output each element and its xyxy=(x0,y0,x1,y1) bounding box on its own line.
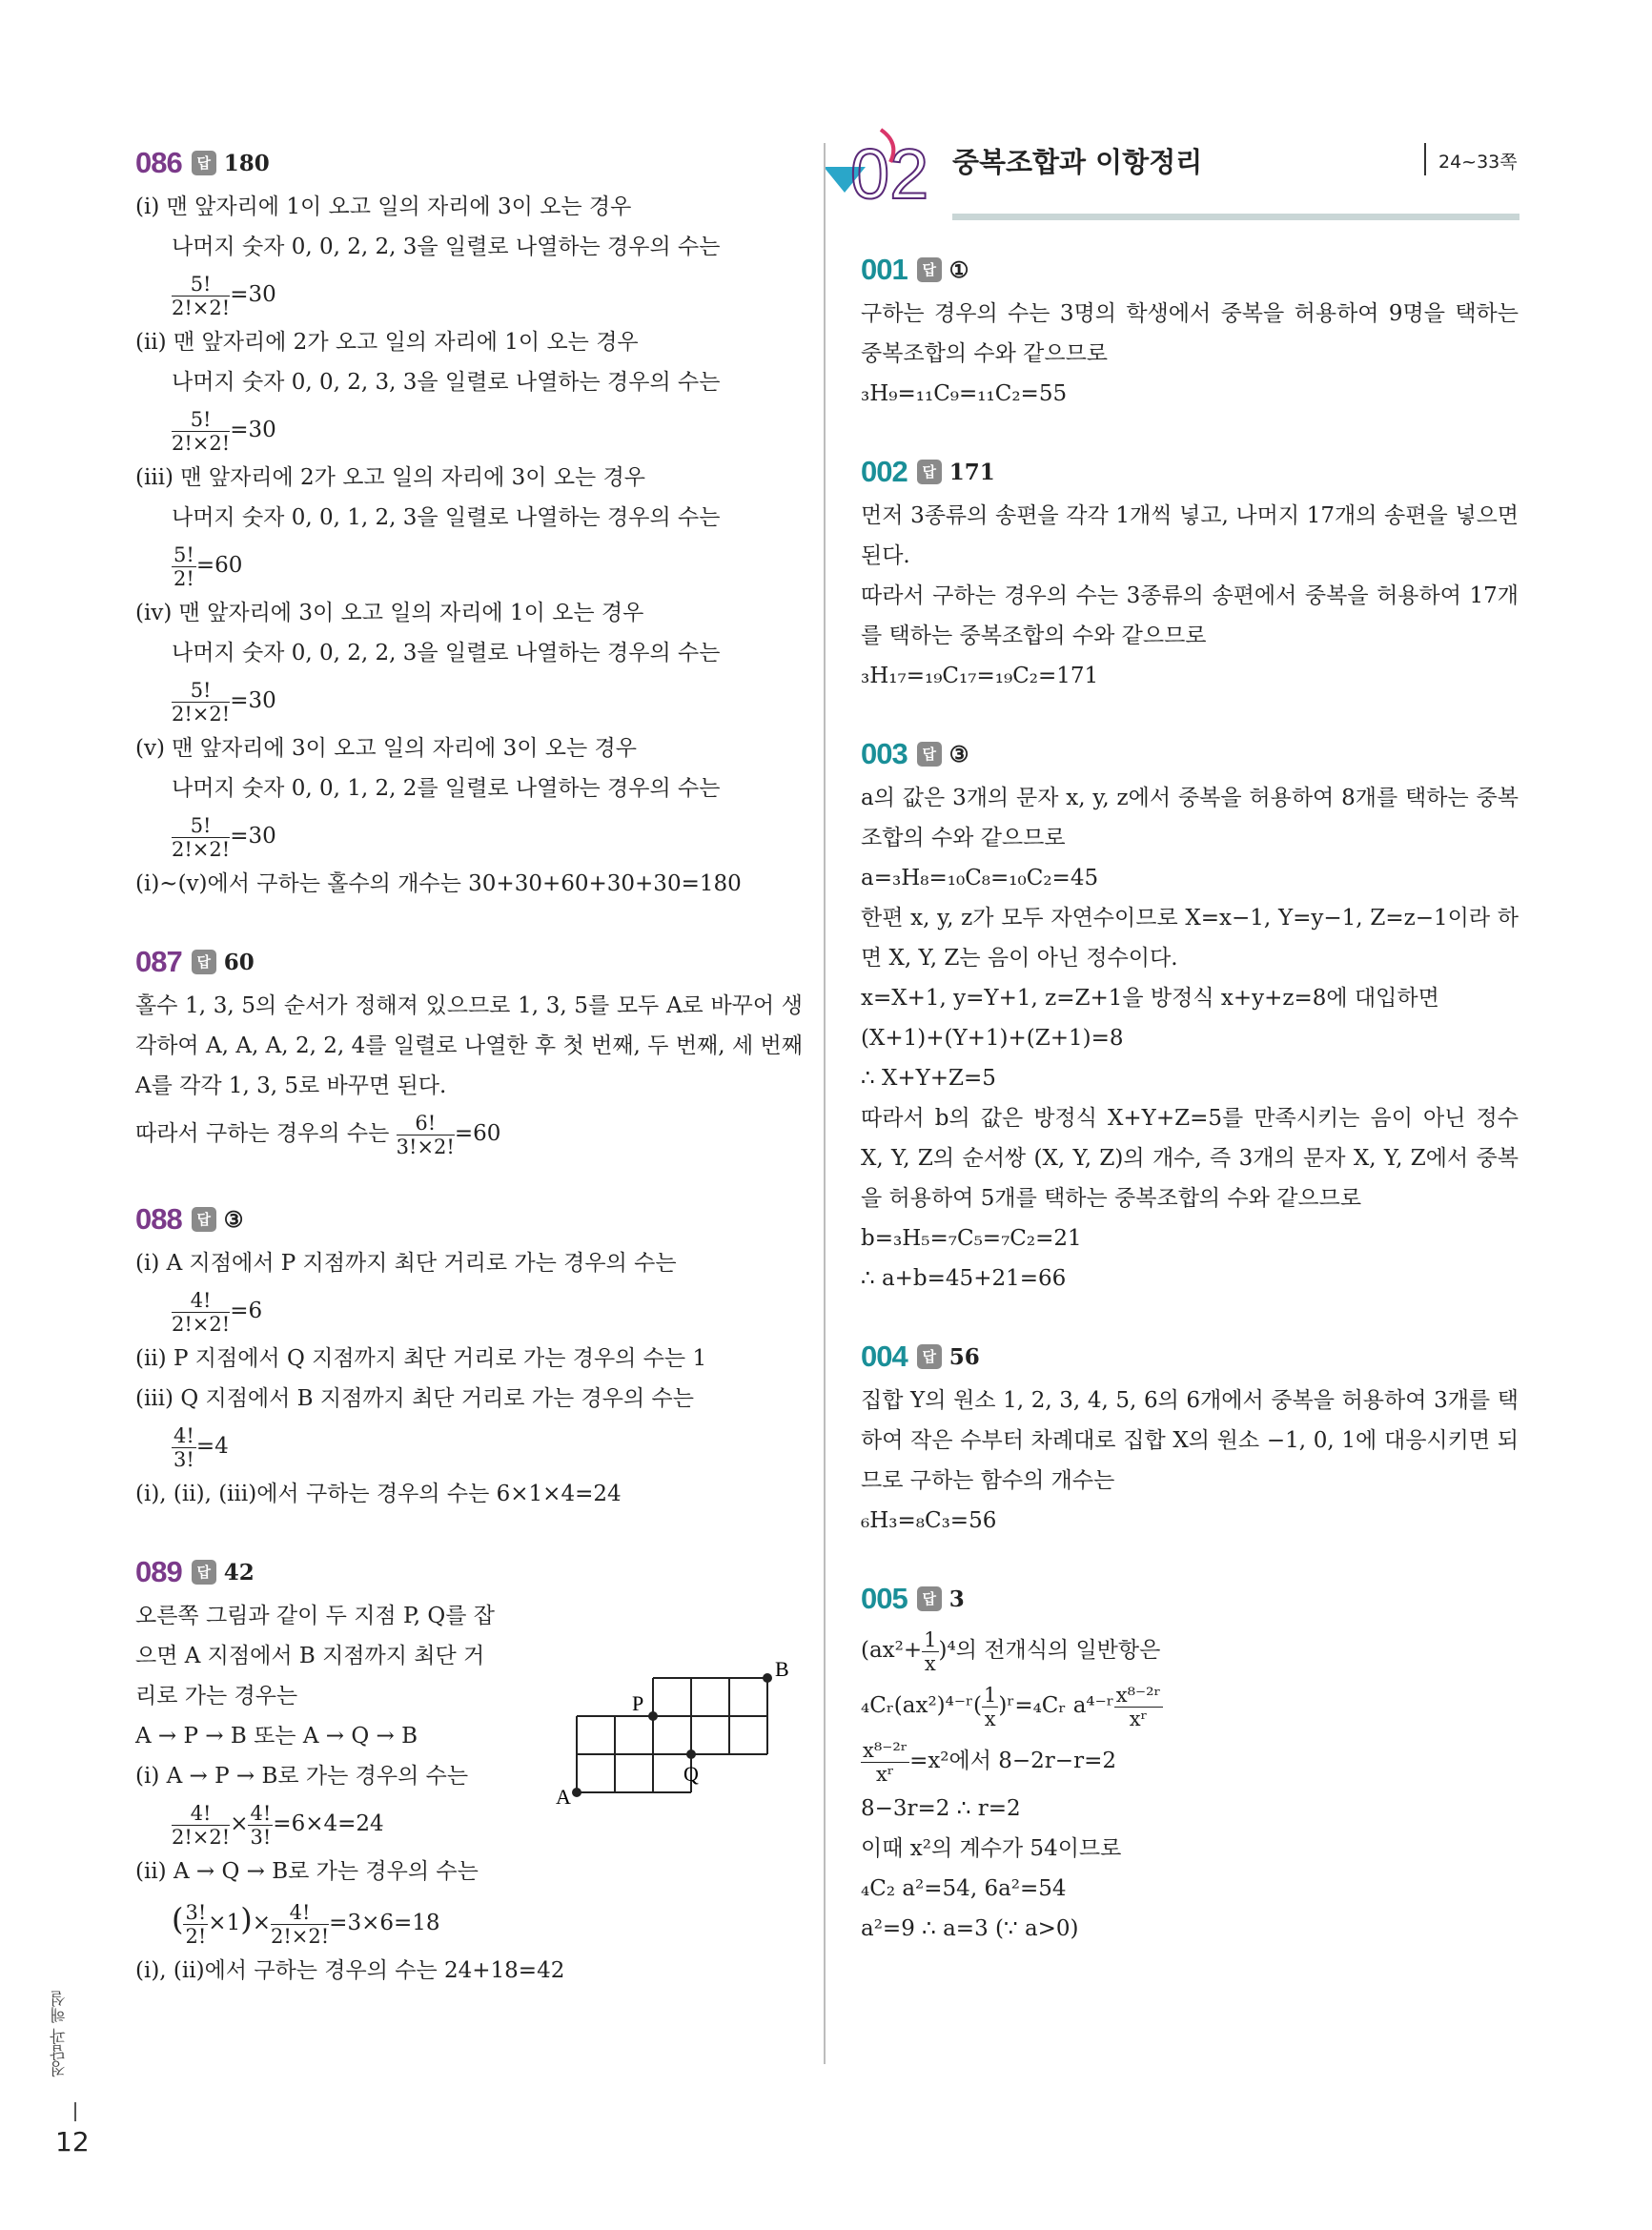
answer: 171 xyxy=(948,459,995,485)
answer-tag: 답 xyxy=(917,1344,942,1369)
solution-text: a의 값은 3개의 문자 x, y, z에서 중복을 허용하여 8개를 택하는 중복조합의 수와 같으므로 xyxy=(861,786,1519,850)
case-line: (ⅰ) A 지점에서 P 지점까지 최단 거리로 가는 경우의 수는 xyxy=(135,1251,677,1276)
problem-087 xyxy=(135,942,803,1161)
formula: ₄Cᵣ(ax²)⁴⁻ʳ( $\frac{1}{x}$ )ʳ=₄Cᵣ a⁴⁻ʳ $\frac{\text{x⁸⁻²ʳ}}{\text{xʳ}}$ xyxy=(861,1683,1161,1730)
fraction-line: $\frac{5!}{2!\times 2!}$ =30 xyxy=(172,813,276,861)
answer: 42 xyxy=(223,1559,255,1586)
problem-number: 002 xyxy=(861,455,908,488)
problem-005 xyxy=(861,1579,1519,1949)
solution-text: 먼저 3종류의 송편을 각각 1개씩 넣고, 나머지 17개의 송편을 넣으면 된다. xyxy=(861,503,1519,568)
conclusion: (ⅰ)~(ⅴ)에서 구하는 홀수의 개수는 30+30+60+30+30=180 xyxy=(135,871,742,896)
fraction-line: 따라서 구하는 경우의 수는 $\frac{6!}{3!\times 2!}$ =60 xyxy=(135,1111,501,1158)
case-line: 나머지 숫자 0, 0, 1, 2, 2를 일렬로 나열하는 경우의 수는 xyxy=(172,776,721,801)
section-underline xyxy=(952,214,1519,220)
case-line: 나머지 숫자 0, 0, 2, 2, 3을 일렬로 나열하는 경우의 수는 xyxy=(172,641,721,665)
solution-text: 집합 Y의 원소 1, 2, 3, 4, 5, 6의 6개에서 중복을 허용하여 3개를 택하여 작은 수부터 차례대로 집합 X의 원소 −1, 0, 1에 대응시키면 되므로 구하는 함수의 개수는 xyxy=(861,1388,1519,1493)
solution-text: 이때 x²의 계수가 54이므로 xyxy=(861,1836,1122,1861)
case-line: (ⅰ) A → P → B로 가는 경우의 수는 xyxy=(135,1764,469,1789)
case-line: (ⅰ) 맨 앞자리에 1이 오고 일의 자리에 3이 오는 경우 xyxy=(135,194,632,219)
fraction-line: $\frac{5!}{2!\times 2!}$ =30 xyxy=(172,678,276,726)
problem-002 xyxy=(861,452,1519,696)
fraction-line: $\frac{5!}{2!\times 2!}$ =30 xyxy=(172,407,276,455)
formula: (X+1)+(Y+1)+(Z+1)=8 xyxy=(861,1026,1124,1051)
formula: ₃H₁₇=₁₉C₁₇=₁₉C₂=171 xyxy=(861,664,1099,688)
problem-001 xyxy=(861,250,1519,414)
solution-text: 따라서 b의 값은 방정식 X+Y+Z=5를 만족시키는 음이 아닌 정수 X, Y, Z의 순서쌍 (X, Y, Z)의 개수, 즉 3개의 문자 X, Y, Z에서 중복을 허용하여 5개를 택하는 중복조합의 수와 같으므로 xyxy=(861,1106,1519,1211)
fraction-line: $\frac{4!}{3!}$ =4 xyxy=(173,1423,229,1471)
problem-003 xyxy=(861,734,1519,1299)
section-title: 중복조합과 이항정리 xyxy=(952,146,1203,178)
case-line: 나머지 숫자 0, 0, 2, 2, 3을 일렬로 나열하는 경우의 수는 xyxy=(172,235,721,259)
problem-number: 089 xyxy=(135,1555,182,1588)
answer: 3 xyxy=(948,1586,965,1612)
formula: (ax²+ $\frac{1}{x}$ )⁴의 전개식의 일반항은 xyxy=(861,1627,1161,1675)
answer-tag: 답 xyxy=(192,151,216,175)
solution-text: 홀수 1, 3, 5의 순서가 정해져 있으므로 1, 3, 5를 모두 A로 바꾸어 생각하여 A, A, A, 2, 2, 4를 일렬로 나열한 후 첫 번째, 두 번째, 세 번째 A를 각각 1, 3, 5로 바꾸면 된다. xyxy=(135,993,803,1098)
solution-text: 구하는 경우의 수는 3명의 학생에서 중복을 허용하여 9명을 택하는 중복조합의 수와 같으므로 xyxy=(861,301,1519,366)
formula: ∴ X+Y+Z=5 xyxy=(861,1066,996,1091)
problem-number: 086 xyxy=(135,146,182,179)
page-number: 12 xyxy=(55,2126,90,2158)
fraction-line: $\frac{5!}{2!}$ =60 xyxy=(173,542,243,590)
formula: ₆H₃=₈C₃=56 xyxy=(861,1508,997,1533)
answer-tag: 답 xyxy=(192,1560,216,1585)
solution-text: 으면 A 지점에서 B 지점까지 최단 거 xyxy=(135,1644,485,1668)
formula: 8−3r=2 ∴ r=2 xyxy=(861,1796,1021,1821)
solution-text: 오른쪽 그림과 같이 두 지점 P, Q를 잡 xyxy=(135,1604,495,1628)
problem-number: 087 xyxy=(135,945,182,978)
conclusion: (ⅰ), (ⅱ), (ⅲ)에서 구하는 경우의 수는 6×1×4=24 xyxy=(135,1482,622,1506)
case-line: (ⅳ) 맨 앞자리에 3이 오고 일의 자리에 1이 오는 경우 xyxy=(135,601,644,625)
solution-text: 리로 가는 경우는 xyxy=(135,1684,298,1708)
section-header xyxy=(824,124,1519,219)
point-p-label: P xyxy=(632,1691,644,1715)
point-q-label: Q xyxy=(683,1762,699,1786)
section-separator xyxy=(1424,143,1426,175)
problem-number: 003 xyxy=(861,737,908,770)
section-pages: 24~33쪽 xyxy=(1438,152,1518,173)
problem-088 xyxy=(135,1199,803,1514)
fraction-line: ( $\frac{3!}{2!}$ ×1)× $\frac{4!}{2!\times 2!}$ =3×6=18 xyxy=(172,1900,440,1948)
problem-number: 005 xyxy=(861,1582,908,1615)
fraction-line: $\frac{4!}{2!\times 2!}$ =6 xyxy=(172,1288,263,1336)
answer-tag: 답 xyxy=(192,950,216,974)
case-line: (ⅴ) 맨 앞자리에 3이 오고 일의 자리에 3이 오는 경우 xyxy=(135,736,637,761)
problem-number: 001 xyxy=(861,253,908,286)
problem-number: 004 xyxy=(861,1340,908,1373)
svg-text:02: 02 xyxy=(850,134,929,214)
footer-rule xyxy=(74,2102,76,2121)
problem-number: 088 xyxy=(135,1202,182,1236)
case-line: (ⅲ) 맨 앞자리에 2가 오고 일의 자리에 3이 오는 경우 xyxy=(135,465,646,490)
formula: ₃H₉=₁₁C₉=₁₁C₂=55 xyxy=(861,381,1068,406)
answer: 180 xyxy=(223,150,270,176)
answer-tag: 답 xyxy=(192,1207,216,1232)
formula: b=₃H₅=₇C₅=₇C₂=21 xyxy=(861,1226,1082,1251)
answer: 60 xyxy=(223,949,255,975)
conclusion: (ⅰ), (ⅱ)에서 구하는 경우의 수는 24+18=42 xyxy=(135,1958,565,1983)
solution-text: A → P → B 또는 A → Q → B xyxy=(135,1724,418,1749)
problem-004 xyxy=(861,1337,1519,1541)
answer: ① xyxy=(948,256,969,283)
answer: ③ xyxy=(948,741,969,767)
case-line: (ⅱ) P 지점에서 Q 지점까지 최단 거리로 가는 경우의 수는 1 xyxy=(135,1346,707,1371)
case-line: 나머지 숫자 0, 0, 2, 3, 3을 일렬로 나열하는 경우의 수는 xyxy=(172,370,721,395)
point-a-label: A xyxy=(556,1785,571,1809)
case-line: (ⅲ) Q 지점에서 B 지점까지 최단 거리로 가는 경우의 수는 xyxy=(135,1386,694,1411)
section-number-logo xyxy=(824,124,957,219)
footer-label: 정답과 해설 xyxy=(51,1991,70,2077)
fraction-line: $\frac{5!}{2!\times 2!}$ =30 xyxy=(172,272,276,319)
answer: ③ xyxy=(223,1206,244,1233)
answer-tag: 답 xyxy=(917,1586,942,1611)
answer: 56 xyxy=(948,1343,980,1370)
answer-tag: 답 xyxy=(917,257,942,282)
formula: a=₃H₈=₁₀C₈=₁₀C₂=45 xyxy=(861,866,1099,890)
case-line: (ⅱ) 맨 앞자리에 2가 오고 일의 자리에 1이 오는 경우 xyxy=(135,330,639,355)
problem-086 xyxy=(135,143,803,904)
case-line: (ⅱ) A → Q → B로 가는 경우의 수는 xyxy=(135,1859,479,1884)
formula: $\frac{\text{x⁸⁻²ʳ}}{\text{xʳ}}$ =x²에서 8−2r−r=2 xyxy=(863,1738,1116,1786)
formula: ₄C₂ a²=54, 6a²=54 xyxy=(861,1876,1067,1901)
formula: a²=9 ∴ a=3 (∵ a>0) xyxy=(861,1916,1079,1941)
answer-tag: 답 xyxy=(917,742,942,767)
solution-text: 한편 x, y, z가 모두 자연수이므로 X=x−1, Y=y−1, Z=z−1이라 하면 X, Y, Z는 음이 아닌 정수이다. xyxy=(861,906,1519,971)
formula: ∴ a+b=45+21=66 xyxy=(861,1266,1067,1291)
right-column xyxy=(861,250,1519,1987)
point-b-label: B xyxy=(775,1659,789,1681)
answer-tag: 답 xyxy=(917,460,942,484)
solution-text: x=X+1, y=Y+1, z=Z+1을 방정식 x+y+z=8에 대입하면 xyxy=(861,986,1439,1011)
case-line: 나머지 숫자 0, 0, 1, 2, 3을 일렬로 나열하는 경우의 수는 xyxy=(172,505,721,530)
solution-text: 따라서 구하는 경우의 수는 3종류의 송편에서 중복을 허용하여 17개를 택하는 중복조합의 수와 같으므로 xyxy=(861,583,1519,648)
fraction-line: $\frac{4!}{2!\times 2!}$ × $\frac{4!}{3!}$ =6×4=24 xyxy=(172,1801,384,1849)
